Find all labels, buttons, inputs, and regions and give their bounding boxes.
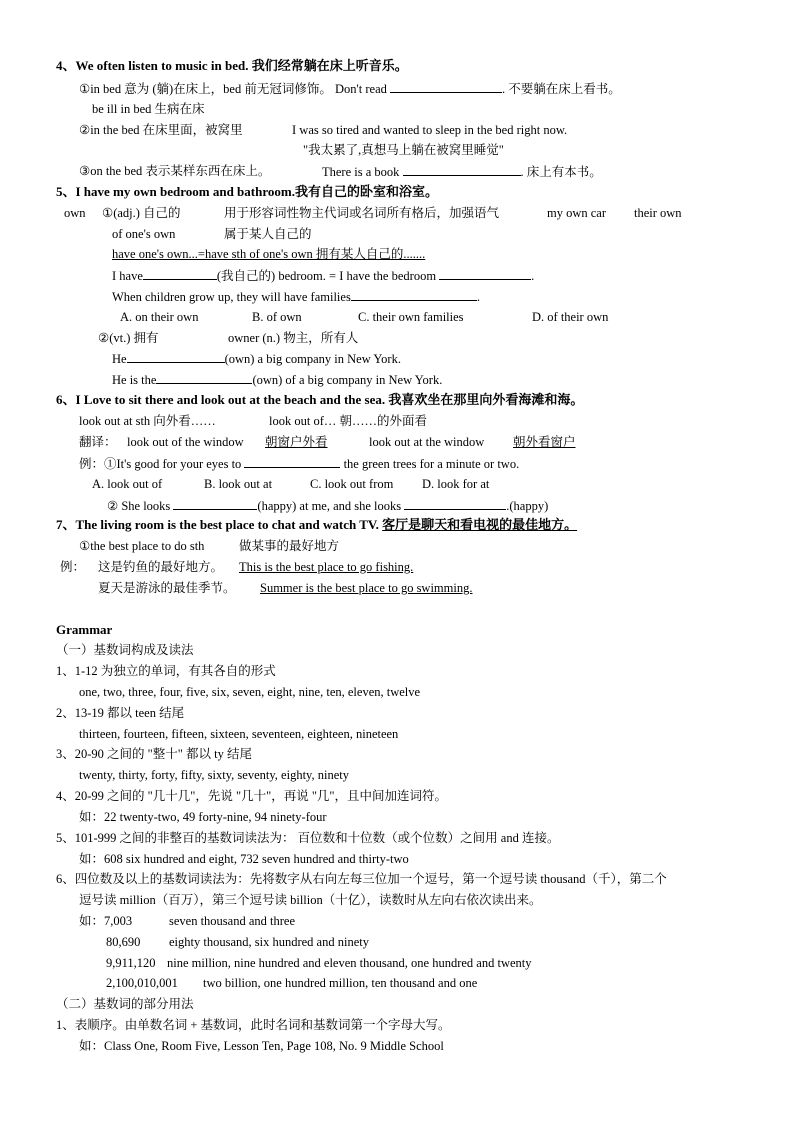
item6-tr2: look out at the window [369, 435, 485, 449]
grammar-section2: （二）基数词的部分用法 [56, 997, 194, 1011]
number-value: 9,911,120 [106, 956, 156, 970]
item5-own: own [64, 206, 86, 220]
item6-tr2-cn: 朝外看窗户 [513, 435, 576, 449]
item5-def2-line [98, 330, 498, 346]
option-d[interactable]: D. of their own [532, 310, 609, 324]
blank-input[interactable] [351, 288, 477, 301]
number-reading: eighty thousand, six hundred and ninety [169, 935, 369, 949]
item6-ex-end: the green trees for a minute or two. [343, 457, 520, 471]
item6-tr-label: 翻译： [79, 435, 117, 449]
item5-options [120, 309, 760, 325]
item4-a4-en-group [322, 163, 602, 180]
item7-title-cn: 客厅是聊天和看电视的最佳地方。 [382, 517, 578, 532]
grammar-rule4-ex: 如：22 twenty-two, 49 forty-nine, 94 ninety-four [79, 810, 327, 824]
item5-he1: He [112, 352, 127, 366]
number-example-4 [79, 975, 699, 991]
grammar-rule5-ex: 如：608 six hundred and eight, 732 seven hundred and thirty-two [79, 852, 409, 866]
item6-ex2-line [107, 497, 548, 514]
item5-have-line: have one's own...=have sth of one's own 拥有某人自己的....... [112, 247, 426, 261]
item5-ihave2: (我自己的) bedroom. = I have the bedroom [216, 269, 437, 283]
item6-options [92, 476, 592, 492]
number-reading: nine million, nine hundred and eleven thousand, one hundred and twenty [167, 956, 532, 970]
grammar-rule4: 4、20-99 之间的 "几十几"，先说 "几十"，再说 "几"，且中间加连词符。 [56, 789, 448, 803]
number-example-3 [79, 955, 699, 971]
item5-he2: He is the [112, 373, 157, 387]
item7-ex1-en: This is the best place to go fishing. [239, 560, 414, 574]
blank-input[interactable] [439, 267, 531, 280]
option-b[interactable]: B. look out at [204, 477, 273, 491]
number-example-2 [79, 934, 679, 950]
item4-a1-end: . 不要躺在床上看书。 [502, 82, 621, 96]
grammar-rule2: 2、13-19 都以 teen 结尾 [56, 706, 185, 720]
item5-ex1: my own car [547, 206, 607, 220]
item4-a3-en: I was so tired and wanted to sleep in the bed right now. [292, 123, 568, 137]
item5-when: When children grow up, they will have families [112, 290, 351, 304]
item5-title: 5、I have my own bedroom and bathroom.我有自己的卧室和浴室。 [56, 184, 438, 199]
item6-ex-line [79, 455, 519, 472]
grammar-rule3-ex: twenty, thirty, forty, fifty, sixty, seventy, eighty, ninety [79, 768, 349, 782]
item4-title: 4、We often listen to music in bed. 我们经常躺在床上听音乐。 [56, 58, 408, 73]
item4-line1 [79, 80, 621, 97]
item5-he2-line [112, 371, 442, 388]
item4-a4: ③on the bed 表示某样东西在床上。 [79, 164, 271, 178]
item6-translate-line [79, 434, 679, 450]
option-c[interactable]: C. their own families [358, 310, 464, 324]
item5-he1-end: (own) a big company in New York. [224, 352, 401, 366]
item5-ofones: of one's own [112, 227, 176, 241]
grammar-rule6a: 6、四位数及以上的基数词读法为：先将数字从右向左每三位加一个逗号，第一个逗号读 thousand（千），第二个 [56, 872, 667, 886]
item4-a4-en: There is a book [322, 165, 400, 179]
item7-def-cn: 做某事的最好地方 [239, 539, 340, 553]
item5-def1: ①(adj.) 自己的 [102, 206, 181, 220]
item4-a3-cn: "我太累了,真想马上躺在被窝里睡觉" [303, 143, 504, 157]
item4-line4 [79, 163, 779, 179]
blank-input[interactable] [143, 267, 217, 280]
item6-ex2: ② She looks [107, 499, 171, 513]
option-c[interactable]: C. look out from [310, 477, 394, 491]
option-a[interactable]: A. look out of [92, 477, 163, 491]
item4-a1: ①in bed 意为 (躺)在床上，bed 前无冠词修饰。 Don't read [79, 82, 387, 96]
item5-he2-end: (own) of a big company in New York. [252, 373, 443, 387]
item7-ex2-line [98, 580, 598, 596]
item5-def2: ②(vt.) 拥有 [98, 331, 159, 345]
item6-tr1-cn: 朝窗户外看 [265, 435, 328, 449]
grammar-heading: Grammar [56, 622, 113, 637]
grammar-usage1: 1、表顺序。由单数名词 + 基数词，此时名词和基数词第一个字母大写。 [56, 1018, 451, 1032]
item6-title: 6、I Love to sit there and look out at the beach and the sea. 我喜欢坐在那里向外看海滩和海。 [56, 392, 584, 407]
item7-ex2-en: Summer is the best place to go swimming. [260, 581, 473, 595]
grammar-rule1: 1、1-12 为独立的单词，有其各自的形式 [56, 664, 276, 678]
item6-ex2-end: .(happy) [506, 499, 549, 513]
number-value: 2,100,010,001 [106, 976, 178, 990]
item6-lookout-line [79, 413, 579, 429]
item5-ofones-cn: 属于某人自己的 [224, 227, 312, 241]
item7-title-line [56, 517, 577, 533]
blank-input[interactable] [244, 455, 340, 468]
item5-when-end: . [476, 290, 480, 304]
item6-ex-label: 例：①It's good for your eyes to [79, 457, 242, 471]
item4-a4-end: . 床上有本书。 [520, 165, 602, 179]
item5-def1-desc: 用于形容词性物主代词或名词所有格后，加强语气 [224, 206, 500, 220]
blank-input[interactable] [156, 371, 252, 384]
item7-ex2-cn: 夏天是游泳的最佳季节。 [98, 581, 236, 595]
option-b[interactable]: B. of own [252, 310, 302, 324]
item7-def-line [79, 538, 479, 554]
item5-ihave-line [112, 267, 534, 284]
option-d[interactable]: D. look for at [422, 477, 490, 491]
grammar-rule2-ex: thirteen, fourteen, fifteen, sixteen, seventeen, eighteen, nineteen [79, 727, 399, 741]
item6-ex2-mid: (happy) at me, and she looks [257, 499, 402, 513]
grammar-rule5: 5、101-999 之间的非整百的基数词读法为： 百位数和十位数（或个位数）之间用 and 连接。 [56, 831, 560, 845]
grammar-usage1-ex: 如：Class One, Room Five, Lesson Ten, Page 108, No. 9 Middle School [79, 1039, 444, 1053]
grammar-rule1-ex: one, two, three, four, five, six, seven, eight, nine, ten, eleven, twelve [79, 685, 421, 699]
item7-ex1-line [60, 559, 560, 575]
number-reading: two billion, one hundred million, ten thousand and one [203, 976, 478, 990]
item4-a3: ②in the bed 在床里面，被窝里 [79, 123, 243, 137]
item5-ex2: their own [634, 206, 682, 220]
item5-ihave-end: . [531, 269, 535, 283]
item5-when-line [112, 288, 480, 305]
item5-own-line [64, 205, 784, 221]
blank-input[interactable] [404, 497, 506, 510]
item6-lo1: look out at sth 向外看…… [79, 414, 216, 428]
number-example-1 [79, 913, 679, 929]
grammar-rule3: 3、20-90 之间的 "整十" 都以 ty 结尾 [56, 747, 252, 761]
blank-input[interactable] [173, 497, 257, 510]
item4-line3 [79, 122, 779, 138]
item4-a2: be ill in bed 生病在床 [92, 102, 205, 116]
item5-owner: owner (n.) 物主，所有人 [228, 331, 359, 345]
item5-he1-line [112, 350, 401, 367]
item5-ofones-line [112, 226, 512, 242]
item7-ex1-cn: 这是钓鱼的最好地方。 [98, 560, 224, 574]
blank-input[interactable] [390, 80, 502, 93]
option-a[interactable]: A. on their own [120, 310, 199, 324]
item5-ihave1: I have [112, 269, 143, 283]
number-value: 如：7,003 [79, 914, 133, 928]
number-reading: seven thousand and three [169, 914, 296, 928]
item7-title-en: 7、The living room is the best place to chat and watch TV. [56, 517, 379, 532]
grammar-rule6b: 逗号读 million（百万），第三个逗号读 billion（十亿），读数时从左向右依次读出来。 [79, 893, 542, 907]
item7-ex-label: 例： [60, 560, 86, 574]
grammar-section1: （一）基数词构成及读法 [56, 643, 194, 657]
item6-lo2: look out of… 朝……的外面看 [269, 414, 427, 428]
item7-def: ①the best place to do sth [79, 539, 205, 553]
number-value: 80,690 [106, 935, 141, 949]
blank-input[interactable] [403, 163, 521, 176]
blank-input[interactable] [127, 350, 225, 363]
item6-tr1: look out of the window [127, 435, 244, 449]
